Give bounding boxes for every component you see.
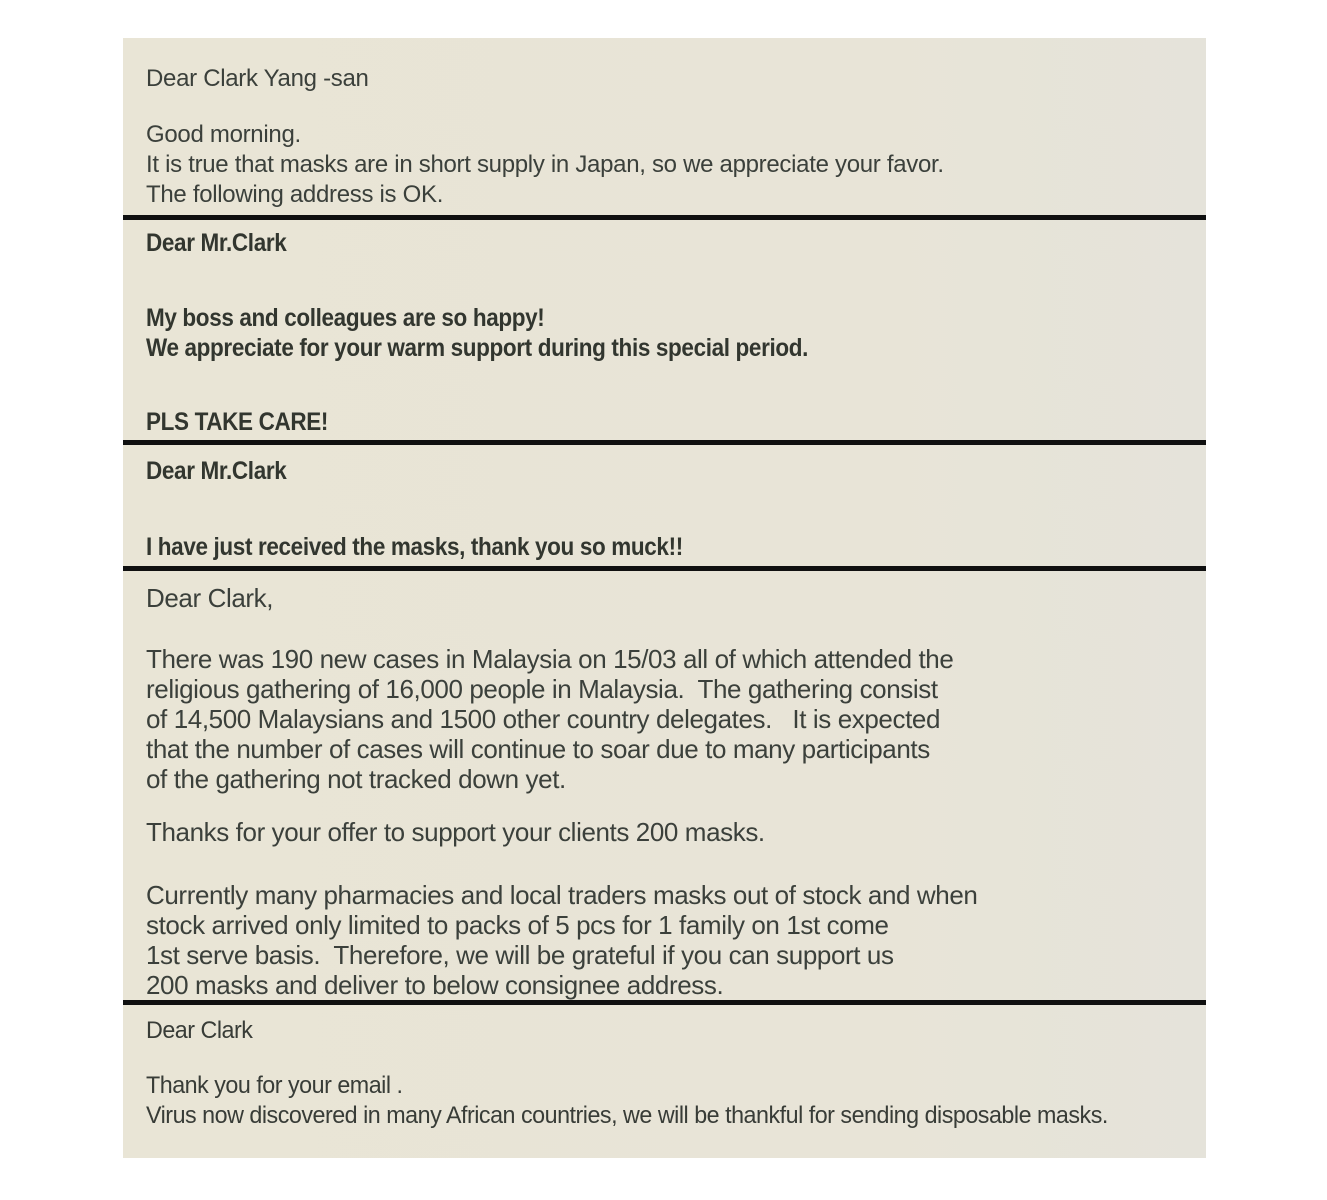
email-paragraph: [146, 880, 1196, 1000]
email-text-line: of 14,500 Malaysians and 1500 other country delegates. It is expected: [146, 704, 941, 734]
email-text-line: I have just received the masks, thank you so muck!!: [146, 533, 683, 561]
email-greeting: Dear Clark Yang -san: [146, 65, 369, 92]
email-text-line: There was 190 new cases in Malaysia on 15/03 all of which attended the: [146, 644, 954, 674]
email-text-line: The following address is OK.: [146, 181, 444, 208]
email-paragraph: [146, 817, 1196, 847]
email-text-line: of the gathering not tracked down yet.: [146, 764, 566, 794]
email-section-4: [123, 571, 1206, 1000]
email-text-line: Currently many pharmacies and local traders masks out of stock and when: [146, 880, 978, 910]
email-text-line: PLS TAKE CARE!: [146, 408, 329, 436]
email-content: [146, 228, 1091, 437]
email-text-line: Virus now discovered in many African countries, we will be thankful for sending disposable masks.: [146, 1102, 1108, 1129]
email-text-line: 200 masks and deliver to below consignee address.: [146, 970, 724, 1000]
email-paragraph: [146, 1071, 1165, 1131]
email-greeting: Dear Clark,: [146, 583, 274, 613]
email-greeting: Dear Mr.Clark: [146, 457, 287, 485]
email-content: [146, 1016, 1165, 1131]
email-content: [146, 583, 1196, 1000]
email-content: [146, 64, 1196, 210]
email-paragraph: [146, 120, 1196, 210]
email-text-line: stock arrived only limited to packs of 5 pcs for 1 family on 1st come: [146, 910, 889, 940]
email-text-line: Good morning.: [146, 121, 301, 148]
email-text-line: It is true that masks are in short supply in Japan, so we appreciate your favor.: [146, 151, 944, 178]
email-compilation-document: [123, 38, 1206, 1158]
email-text-line: that the number of cases will continue to soar due to many participants: [146, 734, 930, 764]
email-text-line: Thank you for your email .: [146, 1072, 403, 1099]
email-section-5: [123, 1005, 1206, 1158]
email-text-line: 1st serve basis. Therefore, we will be grateful if you can support us: [146, 940, 894, 970]
email-greeting: Dear Clark: [146, 1017, 253, 1044]
email-section-3: [123, 445, 1206, 566]
email-paragraph: [146, 407, 1091, 437]
email-text-line: religious gathering of 16,000 people in Malaysia. The gathering consist: [146, 674, 938, 704]
email-paragraph: [146, 532, 1091, 562]
email-content: [146, 456, 1091, 562]
email-text-line: Thanks for your offer to support your clients 200 masks.: [146, 817, 765, 847]
email-paragraph: [146, 303, 1091, 363]
email-text-line: We appreciate for your warm support during this special period.: [146, 334, 809, 362]
email-text-line: My boss and colleagues are so happy!: [146, 304, 545, 332]
email-greeting: Dear Mr.Clark: [146, 229, 287, 257]
email-paragraph: [146, 644, 1196, 794]
email-section-2: [123, 220, 1206, 440]
email-section-1: [123, 38, 1206, 215]
